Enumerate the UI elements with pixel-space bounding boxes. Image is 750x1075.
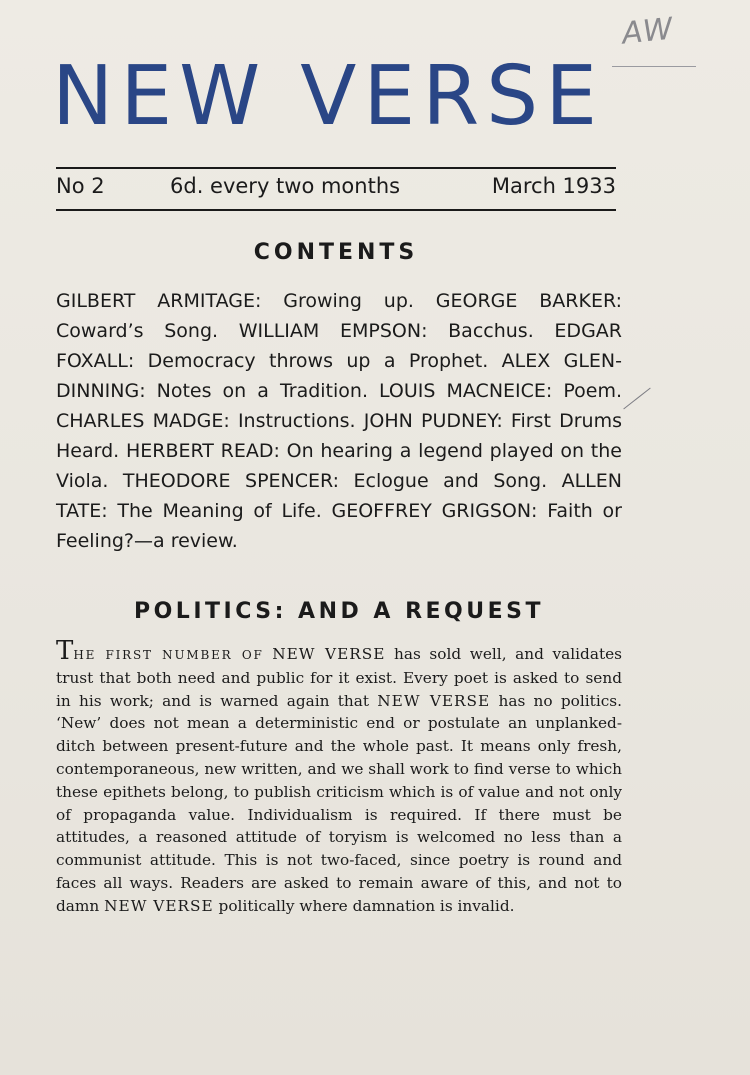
contents-list: GILBERT ARMITAGE: Growing up. GEORGE BARKER: Coward’s Song. WILLIAM EMPSON: Bacchus. EDGAR FOXALL: Democracy throws up a Prophet. ALEX GLEN-DINNING: Notes on a Tradition. LOUIS MACNEICE: Poem. CHARLES MADGE: Instructions. JOHN PUDNEY: First Drums Heard. HERBERT READ: On hearing a legend played on the Viola. THEODORE SPENCER: Eclogue and Song. ALLEN TATE: The Meaning of Life. GEOFFREY GRIGSON: Faith or Feeling?—a review. [56, 290, 622, 552]
journal-reference: NEW VERSE [104, 896, 214, 915]
pencil-tick-mark [623, 388, 650, 410]
contents-heading: CONTENTS [253, 240, 419, 265]
issue-date: March 1933 [491, 174, 616, 198]
masthead-rule-bottom [56, 209, 616, 211]
pencil-annotation: AW [620, 11, 676, 52]
issue-info-bar [56, 172, 616, 206]
article-text-part-2: has no politics. ‘New’ does not mean a deterministic end or postulate an unplanked-ditch between present-future and the whole past. It means only fresh, contemporaneous, new written, and we shall work to find verse to which these epithets belong, to publish criticism which is of value and not only of propaganda value. Individualism is required. If there must be attitudes, a reasoned attitude of toryism is welcomed no less than a communist attitude. This is not two-faced, since poetry is round and faces all ways. Readers are asked to remain aware of this, and not to damn [56, 691, 622, 915]
article-text-part-3: politically where damnation is invalid. [218, 896, 515, 915]
journal-reference: NEW VERSE [272, 645, 386, 663]
article-lead: HE FIRST NUMBER OF [73, 648, 264, 662]
article-initial: T [56, 636, 74, 666]
issue-price: 6d. every two months [170, 174, 401, 198]
politics-article [56, 636, 622, 918]
issue-number: No 2 [56, 174, 105, 198]
politics-heading: POLITICS: AND A REQUEST [133, 599, 545, 624]
journal-reference: NEW VERSE [377, 691, 491, 710]
masthead-title: NEW VERSE [52, 49, 605, 144]
article-text-part-1: has sold well, and validates trust that both need and public for it exist. Every poet is asked to send in his work; and is warned again that [56, 645, 622, 710]
masthead-rule-top [56, 167, 616, 169]
